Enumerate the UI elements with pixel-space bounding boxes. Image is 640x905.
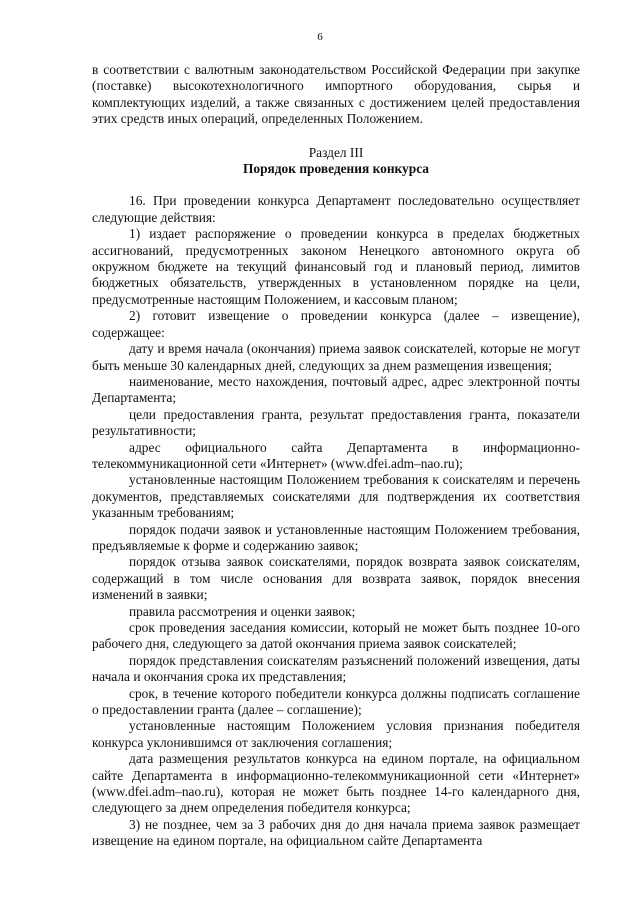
paragraph: дата размещения результатов конкурса на едином портале, на официальном сайте Департамента в информационно-телекоммуникационной сети «Интернет» (www.dfei.adm–nao.ru), которая не может быть позднее 14-го календарного дня, следующего за днем определения победителя конкурса; — [92, 751, 580, 816]
paragraph: установленные настоящим Положением требования к соискателям и перечень документов, представляемых соискателями для подтверждения их соответствия указанным требованиям; — [92, 472, 580, 521]
paragraph: адрес официального сайта Департамента в информационно-телекоммуникационной сети «Интернет» (www.dfei.adm–nao.ru); — [92, 439, 580, 471]
paragraph: правила рассмотрения и оценки заявок; — [129, 603, 356, 619]
paragraph: цели предоставления гранта, результат предоставления гранта, показатели результативности; — [92, 406, 580, 439]
paragraph: порядок отзыва заявок соискателями, порядок возврата заявок соискателям, содержащий в том числе основания для возврата заявок, порядок внесения изменений в заявки; — [92, 554, 580, 603]
paragraph: 3) не позднее, чем за 3 рабочих дня до дня начала приема заявок размещает извещение на едином портале, на официальном сайте Департамента — [92, 816, 580, 849]
paragraph: установленные настоящим Положением условия признания победителя конкурса уклонившимся от заключения соглашения; — [92, 718, 580, 750]
page-number: 6 — [317, 31, 323, 43]
paragraph: 16. При проведении конкурса Департамент последовательно осуществляет следующие действия: — [92, 193, 580, 225]
paragraph: срок проведения заседания комиссии, который не может быть позднее 10-ого рабочего дня, следующего за датой окончания приема заявок соискателей; — [92, 620, 580, 652]
intro-paragraph: в соответствии с валютным законодательством Российской Федерации при закупке (поставке) высокотехнологичного импортного оборудования, сырья и комплектующих изделий, а также связанных с достижением целей предоставления этих средств иных операций, определенных Положением. — [92, 62, 580, 127]
document-body — [92, 62, 580, 850]
section-title: Порядок проведения конкурса — [242, 161, 430, 177]
paragraph: 1) издает распоряжение о проведении конкурса в пределах бюджетных ассигнований, предусмотренных законом Ненецкого автономного округа об окружном бюджете на текущий финансовый год и плановый период, лимитов бюджетных обязательств, утвержденных в установленном порядке на цели, предусмотренные настоящим Положением, и кассовым планом; — [92, 226, 580, 307]
paragraph: порядок представления соискателям разъяснений положений извещения, даты начала и окончания срока их представления; — [92, 652, 580, 685]
paragraph: дату и время начала (окончания) приема заявок соискателей, которые не могут быть меньше 30 календарных дней, следующих за днем размещения извещения; — [92, 341, 580, 373]
section-label: Раздел III — [308, 144, 364, 160]
paragraph: наименование, место нахождения, почтовый адрес, адрес электронной почты Департамента; — [92, 373, 580, 406]
paragraph: 2) готовит извещение о проведении конкурса (далее – извещение), содержащее: — [92, 308, 580, 340]
paragraph: срок, в течение которого победители конкурса должны подписать соглашение о предоставлении гранта (далее – соглашение); — [92, 685, 580, 718]
paragraph: порядок подачи заявок и установленные настоящим Положением требования, предъявляемые к форме и содержанию заявок; — [92, 521, 580, 553]
